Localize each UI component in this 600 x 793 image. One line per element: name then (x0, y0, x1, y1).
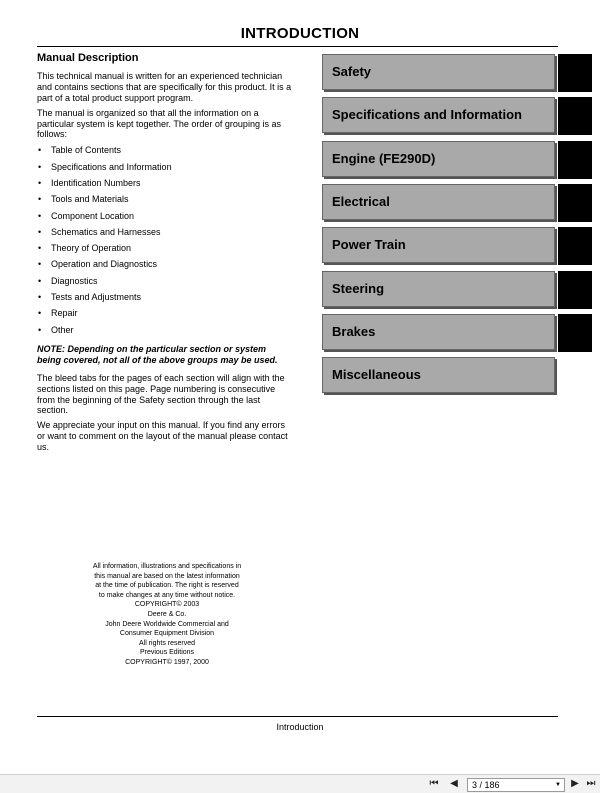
chevron-down-icon[interactable]: ▼ (555, 782, 561, 788)
last-page-icon[interactable]: ⏭ (584, 775, 598, 793)
list-item: • Other (37, 324, 292, 340)
section-tab-label: Miscellaneous (332, 367, 421, 382)
copyright-division: John Deere Worldwide Commercial and Consumer Equipment Division (105, 620, 229, 638)
list-item: • Specifications and Information (37, 161, 292, 177)
copyright-current: COPYRIGHT© 2003 (134, 601, 200, 609)
copyright-notice: All information, illustrations and specifications in this manual are based on the latest information at the time of publication. The right is reserved to make changes at any time without notice. (92, 563, 242, 599)
bleed-tab-marker (558, 227, 592, 265)
section-tab-label: Steering (332, 281, 385, 296)
section-tab-steering[interactable] (322, 271, 592, 309)
list-item: • Component Location (37, 210, 292, 226)
manual-description (37, 53, 292, 457)
section-tab-electrical[interactable] (322, 184, 592, 222)
footer-divider (37, 716, 558, 717)
section-tab-brakes[interactable] (322, 314, 592, 352)
list-item: • Identification Numbers (37, 177, 292, 193)
bleed-tab-marker (558, 314, 592, 352)
section-tab-power-train[interactable] (322, 227, 592, 265)
group-list (37, 144, 292, 340)
list-item: • Operation and Diagnostics (37, 258, 292, 274)
section-tab-miscellaneous[interactable] (322, 357, 592, 395)
page-footer: Introduction (276, 722, 324, 732)
list-item: • Theory of Operation (37, 242, 292, 258)
organization-paragraph: The manual is organized so that all the information on a particular system is kept together. The order of grouping is as follows: (37, 107, 281, 140)
pdf-navigation-bar (0, 774, 600, 793)
section-tab-label: Electrical (332, 194, 390, 209)
section-tab-label: Brakes (332, 324, 376, 339)
section-tab-label: Engine (FE290D) (332, 151, 436, 166)
bleed-tab-marker (558, 97, 592, 135)
copyright-company: Deere & Co. (147, 610, 187, 618)
copyright-block (92, 562, 242, 668)
page-title: INTRODUCTION (240, 25, 360, 42)
list-item: • Schematics and Harnesses (37, 226, 292, 242)
section-tab-safety[interactable] (322, 54, 592, 92)
bleed-tabs-paragraph: The bleed tabs for the pages of each section will align with the sections listed on this page. Page numbering is consecutive from the beginning of the Safety section through the last section. (37, 372, 285, 416)
copyright-rights: All rights reserved (138, 639, 196, 647)
section-tab-engine[interactable] (322, 141, 592, 179)
feedback-paragraph: We appreciate your input on this manual. If you find any errors or want to comment on the layout of the manual please contact us. (37, 420, 288, 453)
list-item: • Table of Contents (37, 144, 292, 160)
copyright-previous: COPYRIGHT© 1997, 2000 (125, 658, 209, 666)
intro-paragraph: This technical manual is written for an experienced technician and contains sections that are specifically for this product. It is a part of a total product support program. (37, 70, 292, 103)
first-page-icon[interactable]: ⏮ (427, 775, 441, 793)
copyright-previous-label: Previous Editions (139, 649, 195, 657)
manual-heading: Manual Description (37, 52, 139, 64)
bleed-tab-marker (558, 54, 592, 92)
next-page-icon[interactable]: ▶ (568, 775, 582, 793)
section-tab-specifications[interactable] (322, 97, 592, 135)
bleed-tab-marker (558, 184, 592, 222)
list-item: • Tests and Adjustments (37, 291, 292, 307)
page-number-input[interactable] (467, 778, 565, 792)
section-tab-label: Specifications and Information (332, 107, 522, 122)
note-text: NOTE: Depending on the particular section or system being covered, not all of the above groups may be used. (37, 343, 278, 365)
list-item: • Tools and Materials (37, 193, 292, 209)
bleed-tab-marker (558, 271, 592, 309)
section-tab-label: Safety (332, 64, 372, 79)
page-indicator: 3 / 186 (472, 780, 500, 790)
list-item: • Repair (37, 307, 292, 323)
previous-page-icon[interactable]: ◀ (447, 775, 461, 793)
section-tab-label: Power Train (332, 237, 406, 252)
title-divider (37, 46, 558, 47)
bleed-tab-marker (558, 141, 592, 179)
list-item: • Diagnostics (37, 275, 292, 291)
